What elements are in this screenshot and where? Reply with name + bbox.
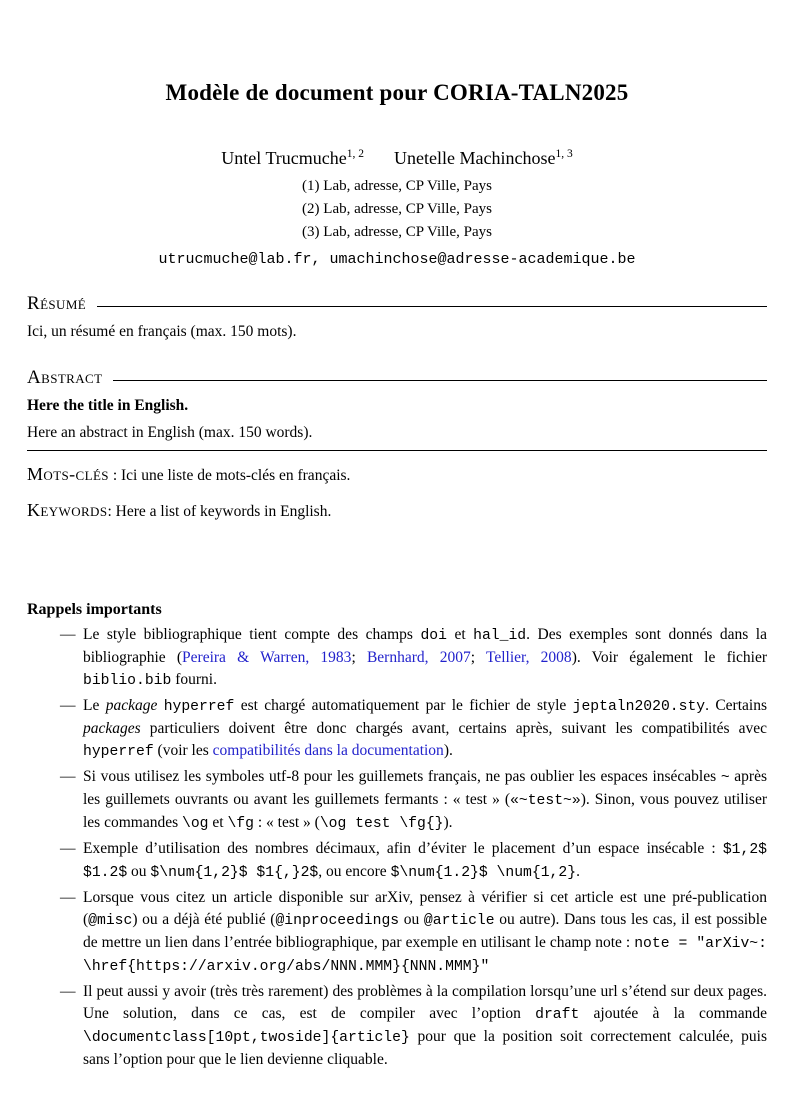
italic-span: packages [83,720,141,737]
code-span: @article [423,913,495,929]
text-span: ). Voir également le fichier [571,649,768,666]
authors-line [27,148,767,169]
affiliations-block [27,175,767,244]
item-dash: — [60,889,76,906]
item-dash: — [60,768,76,785]
citation-link[interactable]: Bernhard, 2007 [366,649,471,666]
motscles-line [27,463,767,487]
author-1-name: Untel Trucmuche [221,148,347,168]
text-span: pour que la position soit correctement calculée, puis sans l’option pour que le lien devienne cliquable. [83,1028,767,1068]
code-span: doi [420,628,447,644]
rappel-list-item [27,624,767,692]
text-span: ). Sinon, vous pouvez utiliser les commandes [83,791,767,831]
citation-link[interactable]: Tellier, 2008 [485,649,572,666]
affiliation-line-2: (2) Lab, adresse, CP Ville, Pays [302,201,492,217]
rappel-list-item [27,838,767,884]
text-span: . [576,863,580,880]
documentation-link[interactable]: compatibilités dans la documentation [212,742,444,759]
text-span: : « test » ( [253,814,320,831]
text-span: Exemple d’utilisation des nombres décimaux, afin d’éviter le placement d’un espace insécable : [83,840,723,857]
item-dash: — [60,840,76,857]
keywords-line [27,499,767,523]
paper-title: Modèle de document pour CORIA-TALN2025 [165,80,629,105]
code-span: \fg [227,816,254,832]
text-span: fourni. [171,671,217,688]
code-span: hal_id [473,628,527,644]
author-2 [394,148,573,168]
rappel-list-item [27,981,767,1071]
code-span: biblio.bib [83,673,172,689]
code-span: hyperref [163,699,235,715]
text-span: Il peut aussi y avoir (très très rarement) des problèmes à la compilation lorsqu’une url s’étend sur deux pages. Une solution, dans ce cas, est de compiler avec l’option [83,983,767,1022]
text-span: ajoutée à la commande [579,1005,767,1022]
text-span: ) ou a déjà été publié ( [132,911,276,928]
rappels-list [27,624,767,1071]
text-span: Le [83,697,106,714]
code-span: «~test~» [510,793,581,809]
text-span: et [208,814,228,831]
rappel-list-item [27,887,767,978]
code-span: ~ [720,770,730,786]
text-span: Lorsque vous citez un article disponible sur arXiv, pensez à vérifier si cet article est une pré-publication ( [83,889,767,928]
text-span: est chargé automatiquement par le fichier de style [234,697,573,714]
text-span: ou [127,863,151,880]
text-span: Si vous utilisez les symboles utf-8 pour les guillemets français, ne pas oublier les espaces insécables [83,768,721,785]
resume-text: Ici, un résumé en français (max. 150 mots). [27,323,297,340]
text-span: après les guillemets ouvrants ou avant les guillemets fermants : « test » ( [83,768,768,808]
author-1-affiliation-ref: 1, 2 [346,148,365,160]
author-1 [221,148,364,168]
text-span: ou autre). Dans tous les cas, il est possible de mettre un lien dans l’entrée bibliographique, par exemple en utilisant le champ note : [83,911,767,951]
code-span: \og [182,816,209,832]
code-span: \og test \fg{} [319,816,444,832]
abstract-section-heading [27,367,767,389]
text-span: ). [443,742,453,759]
item-dash: — [60,983,76,1000]
code-span: jeptaln2020.sty [572,699,706,715]
text-span: , ou encore [318,863,391,880]
english-title: Here the title in English. [27,397,189,414]
abstract-heading-rule [113,380,767,381]
rappel-list-item [27,695,767,763]
resume-section-heading [27,293,767,315]
resume-label: Résumé [27,293,87,314]
affiliation-line-1: (1) Lab, adresse, CP Ville, Pays [302,178,492,194]
code-span: $1,2$ $1.2$ [83,842,767,881]
motscles-text: Ici une liste de mots-clés en français. [121,467,351,484]
keywords-label: Keywords [27,500,108,520]
rappel-list-item [27,766,767,835]
item-dash: — [60,626,76,643]
keywords-separator: : [107,503,116,520]
text-span: et [446,626,474,643]
code-span: draft [535,1007,580,1023]
code-span: $\num{1.2}$ \num{1,2} [390,865,577,881]
abstract-label: Abstract [27,367,103,388]
author-2-affiliation-ref: 1, 3 [555,148,573,160]
code-span: \documentclass[10pt,twoside]{article} [83,1030,410,1046]
code-span: note = "arXiv~: \href{https://arxiv.org/abs/NNN.MMM}{NNN.MMM}" [83,936,767,975]
text-span: particuliers doivent être donc chargés avant, certains après, suivant les compatibilités avec [140,720,767,737]
code-span: @misc [88,913,133,929]
text-span: ou [399,911,424,928]
author-2-name: Unetelle Machinchose [394,148,556,168]
resume-heading-rule [97,306,767,307]
rappels-heading: Rappels importants [27,601,162,618]
code-span: hyperref [83,744,154,760]
text-span: ; [470,649,486,666]
text-span: . Certains [705,697,767,714]
motscles-separator: : [108,467,122,484]
text-span: . Des exemples sont donnés dans la bibliographie ( [83,626,767,666]
citation-link[interactable]: Pereira & Warren, 1983 [182,649,352,666]
item-dash: — [60,697,76,714]
abstract-text: Here an abstract in English (max. 150 words). [27,423,767,451]
italic-span: package [105,697,158,714]
author-emails: utrucmuche@lab.fr, umachinchose@adresse-academique.be [158,251,636,268]
keywords-text: Here a list of keywords in English. [115,503,332,520]
affiliation-line-3: (3) Lab, adresse, CP Ville, Pays [302,224,492,240]
text-span: ; [351,649,367,666]
code-span: $\num{1,2}$ $1{,}2$ [150,865,319,881]
motscles-label: Mots-clés [27,464,109,484]
code-span: @inproceedings [275,913,400,929]
text-span: ). [443,814,453,831]
text-span: (voir les [153,742,213,759]
text-span: Le style bibliographique tient compte des champs [83,626,421,643]
